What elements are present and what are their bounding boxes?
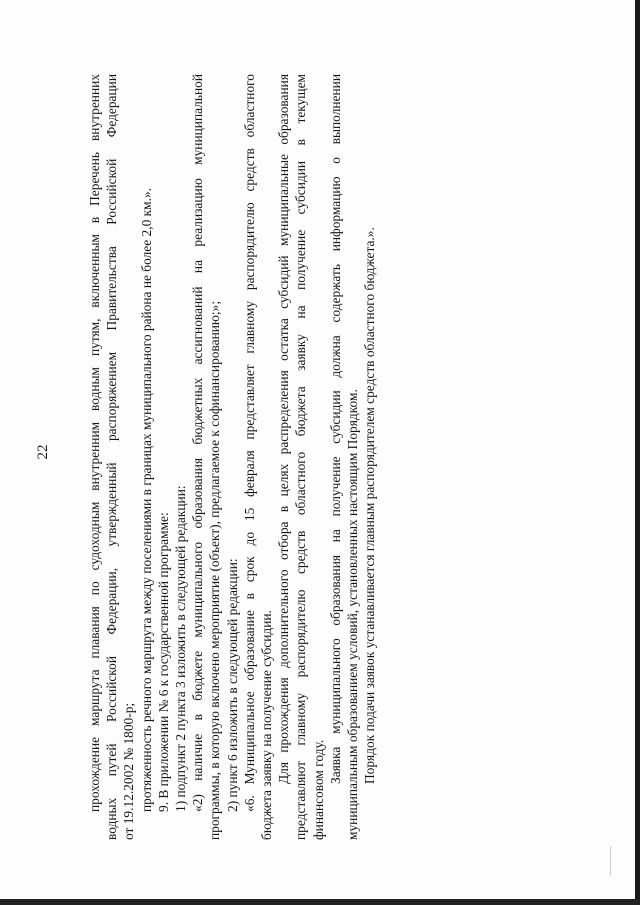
text-line: водных путей Российской Федерации, утвержденный распоряжением Правительства Российской Федерации [104,74,120,840]
text-line: от 19.12.2002 № 1800-р; [121,702,137,840]
text-line: 2) пункт 6 изложить в следующей редакции: [224,558,240,812]
text-line: представляют главному распорядителю средств областного бюджета заявку на получение субсидии в текущем [293,74,309,840]
text-line: протяженность речного маршрута между поселениями в границах муниципального района не более 2,0 км.». [138,188,154,812]
document-body [86,74,378,840]
page-number: 22 [35,444,51,460]
scan-artifact [610,846,611,876]
text-line: Заявка муниципального образования на получение субсидии должна содержать информацию о выполнении [327,74,343,784]
text-line: муниципальным образованием условий, установленных настоящим Порядком. [345,389,361,840]
text-line: 1) подпункт 2 пункта 3 изложить в следующей редакции: [173,485,189,812]
scan-edge-right [635,0,640,905]
text-line: прохождение маршрута плавания по судоходным внутренним водным путям, включенным в Перечень внутренних [87,74,102,812]
text-line: «2) наличие в бюджете муниципального образования бюджетных ассигнований на реализацию муниципальной [190,74,206,812]
text-line: программы, в которую включено мероприятие (объект), предлагаемое к софинансированию;»; [207,300,223,840]
document-body-wrapper [86,74,378,840]
text-line: «6. Муниципальное образование в срок до 15 февраля представляет главному распорядителю средств областного [241,74,257,812]
text-line: бюджета заявку на получение субсидии. [259,610,275,840]
text-line: финансовом году. [310,739,326,840]
text-line: Для прохождения дополнительного отбора в целях распределения остатка субсидий муниципальные образования [276,74,292,784]
text-line: Порядок подачи заявок устанавливается главным распорядителем средств областного бюджета.». [362,227,378,784]
text-line: 9. В приложении № 6 к государственной программе: [155,512,171,812]
scan-edge-bottom [0,899,640,905]
